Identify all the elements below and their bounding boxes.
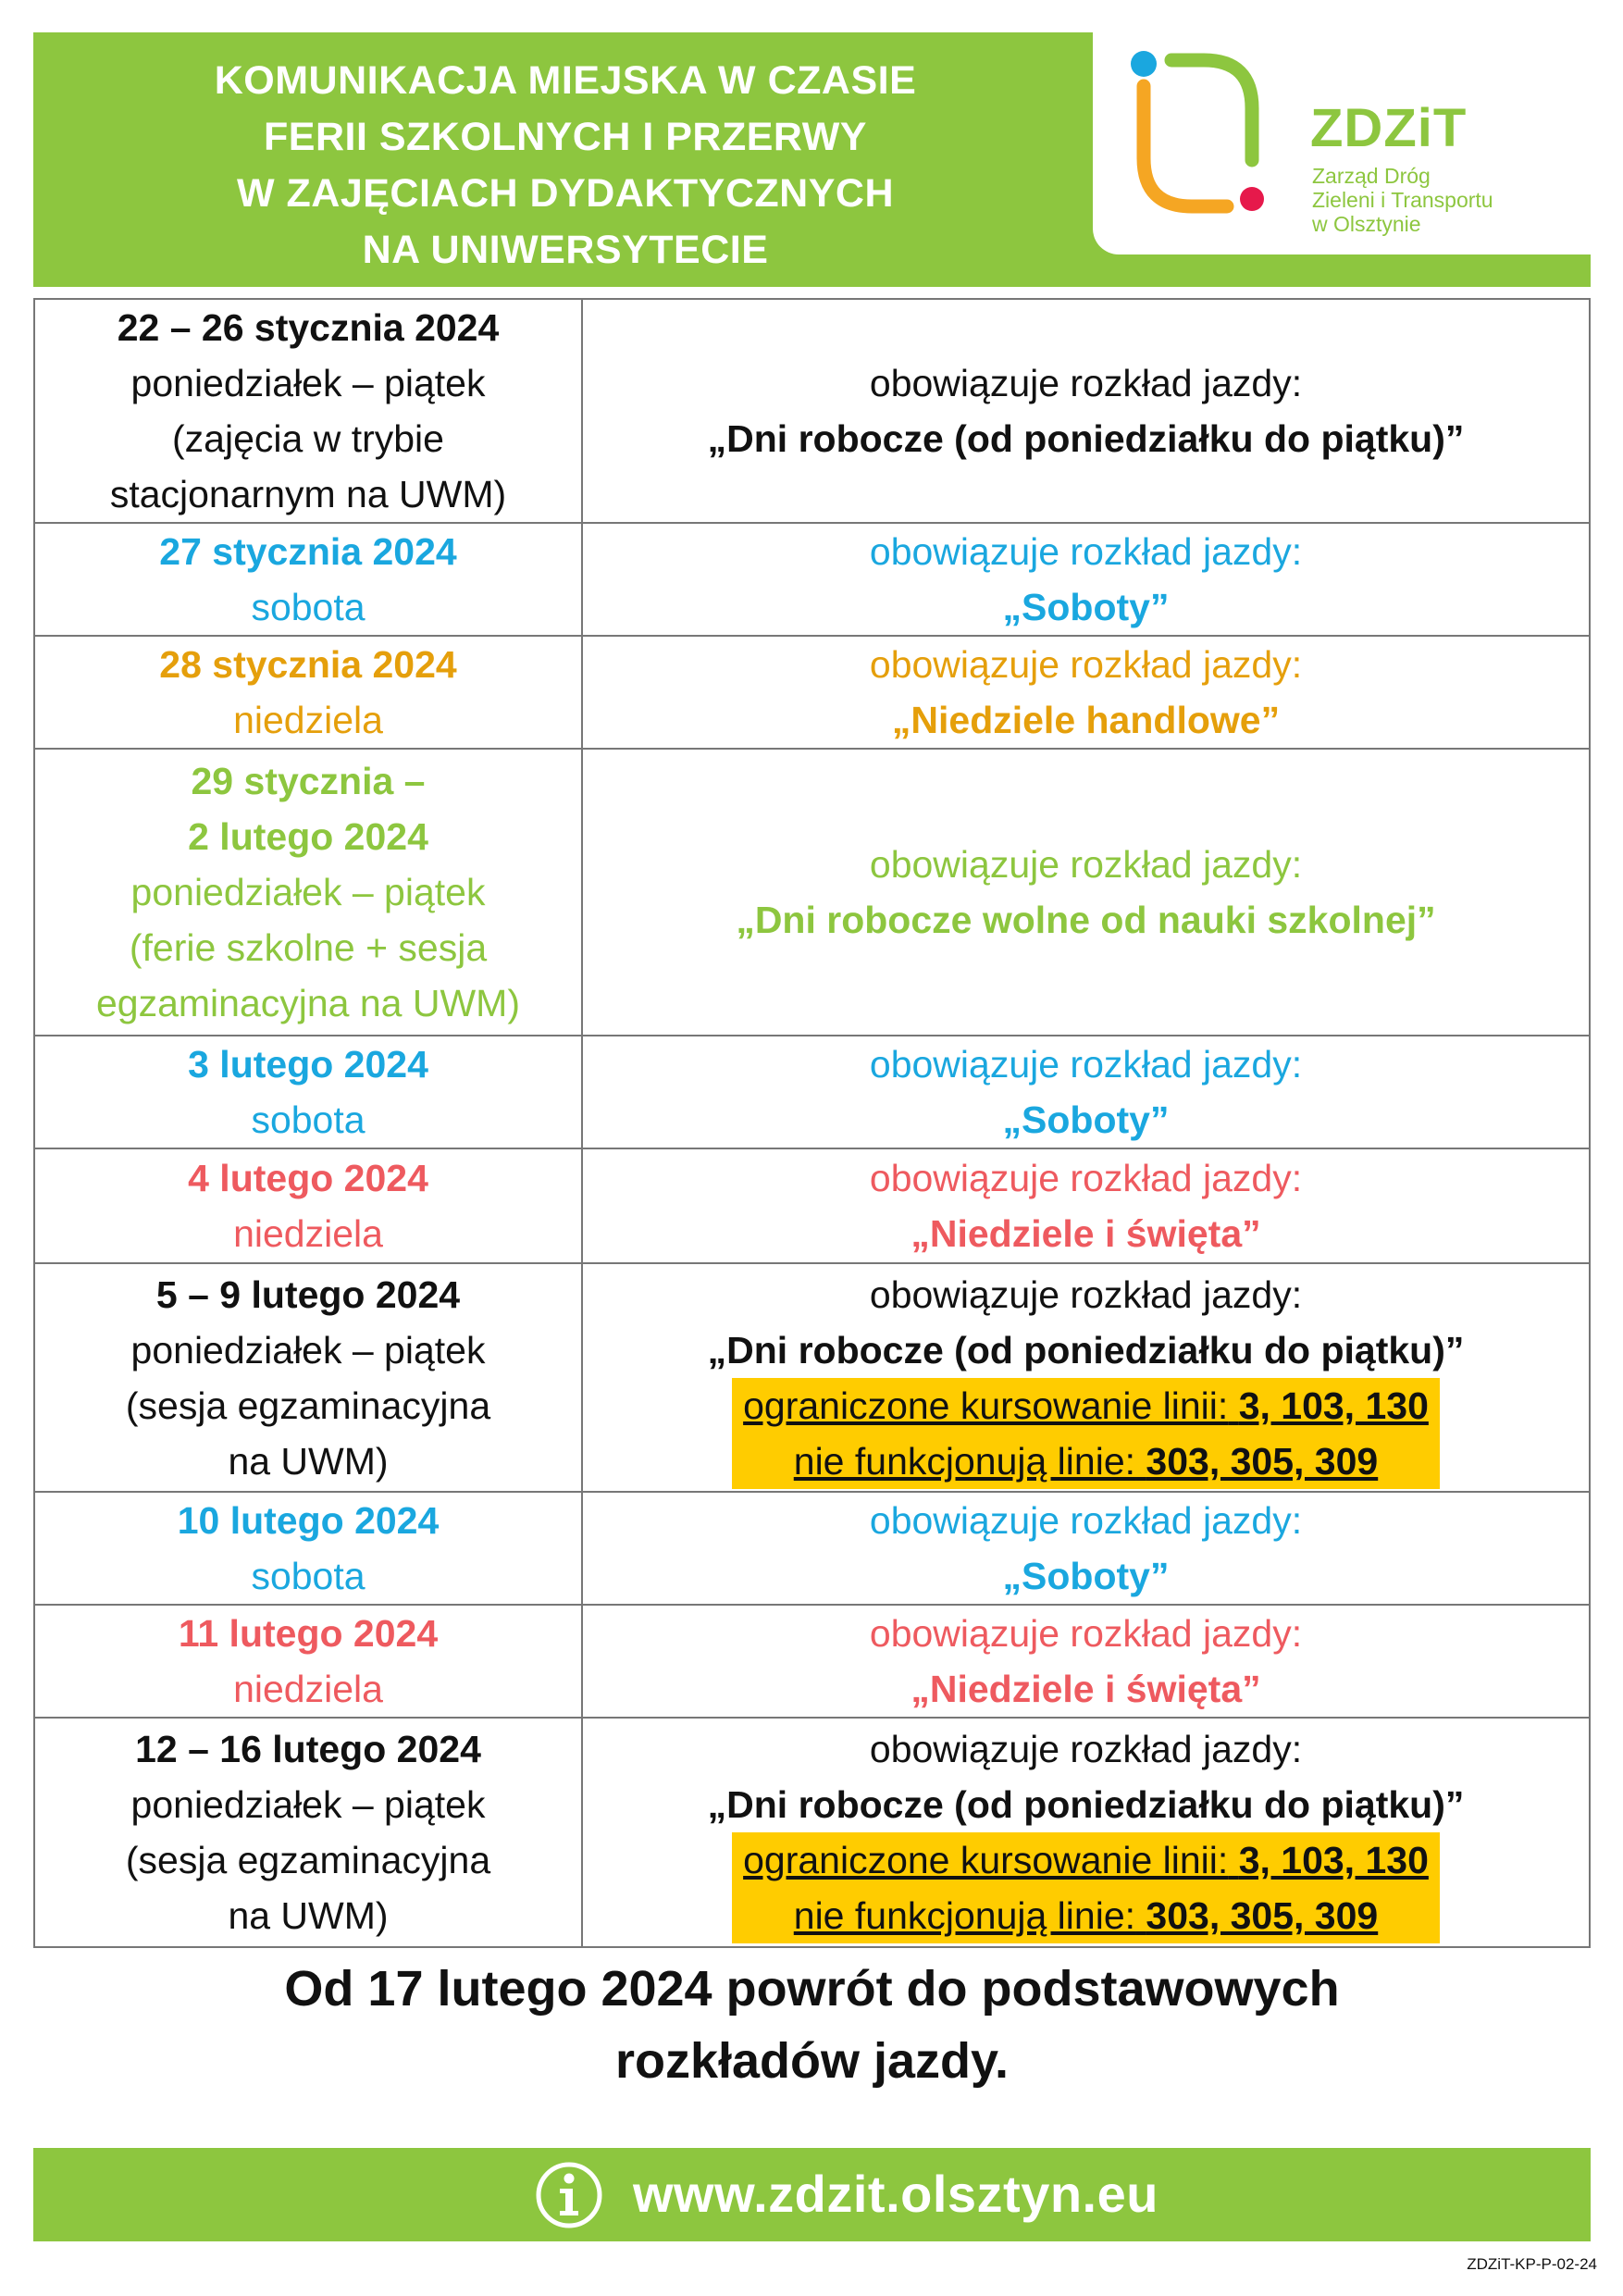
schedule-intro: obowiązuje rozkład jazdy: xyxy=(869,843,1303,886)
schedule-intro: obowiązuje rozkład jazdy: xyxy=(869,643,1303,686)
table-row xyxy=(34,299,1590,523)
table-row xyxy=(34,636,1590,749)
logo-name: ZDZiT xyxy=(1310,98,1468,158)
table-row xyxy=(34,1492,1590,1605)
schedule-cell xyxy=(582,749,1590,1036)
day-name: niedziela xyxy=(233,699,383,741)
limited-lines: 3, 103, 130 xyxy=(1238,1384,1429,1427)
website-link[interactable]: www.zdzit.olsztyn.eu xyxy=(633,2165,1158,2223)
table-row xyxy=(34,1718,1590,1947)
schedule-intro: obowiązuje rozkład jazdy: xyxy=(869,1612,1303,1655)
final-note xyxy=(33,1953,1591,2097)
logo-subtitle-line: Zarząd Dróg xyxy=(1312,164,1431,188)
day-range: poniedziałek – piątek xyxy=(130,1328,486,1371)
schedule-intro: obowiązuje rozkład jazdy: xyxy=(869,1043,1303,1086)
schedule-intro: obowiązuje rozkład jazdy: xyxy=(869,1157,1303,1199)
suspended-lines-note xyxy=(743,1433,1429,1489)
suspended-lines: 303, 305, 309 xyxy=(1146,1439,1379,1483)
day-name: niedziela xyxy=(233,1668,383,1710)
date-cell xyxy=(34,523,582,636)
date-cell xyxy=(34,299,582,523)
zdzit-logo-mark-icon xyxy=(1116,40,1273,225)
date-cell xyxy=(34,1263,582,1492)
logo-subtitle-line: Zieleni i Transportu xyxy=(1312,188,1493,212)
suspended-lines-note xyxy=(743,1888,1429,1943)
day-range: poniedziałek – piątek xyxy=(130,871,486,913)
date-cell xyxy=(34,1605,582,1718)
schedule-name: „Soboty” xyxy=(1002,586,1170,628)
schedule-cell xyxy=(582,1492,1590,1605)
table-row xyxy=(34,1148,1590,1263)
day-range: poniedziałek – piątek xyxy=(130,362,486,404)
title-line: NA UNIWERSYTECIE xyxy=(362,228,769,272)
table-row xyxy=(34,1263,1590,1492)
final-note-line: Od 17 lutego 2024 powrót do podstawowych xyxy=(284,1961,1340,2017)
table-row xyxy=(34,1036,1590,1148)
date-cell xyxy=(34,749,582,1036)
limited-lines-note xyxy=(743,1378,1429,1433)
schedule-name: „Dni robocze (od poniedziałku do piątku)” xyxy=(707,1328,1465,1371)
footer-banner xyxy=(33,2148,1591,2241)
schedule-cell xyxy=(582,299,1590,523)
schedule-cell xyxy=(582,1148,1590,1263)
title-line: FERII SZKOLNYCH I PRZERWY xyxy=(264,115,867,159)
date-range: 12 – 16 lutego 2024 xyxy=(135,1728,481,1770)
date-range: 4 lutego 2024 xyxy=(188,1157,428,1199)
limited-label: ograniczone kursowanie linii: xyxy=(743,1839,1229,1881)
table-row xyxy=(34,1605,1590,1718)
header-banner xyxy=(33,32,1591,287)
document-code: ZDZiT-KP-P-02-24 xyxy=(1467,2255,1597,2273)
date-range: 22 – 26 stycznia 2024 xyxy=(117,306,500,349)
schedule-cell xyxy=(582,636,1590,749)
schedule-name: „Niedziele i święta” xyxy=(911,1212,1261,1255)
date-note: egzaminacyjna na UWM) xyxy=(96,982,520,1024)
title-line: KOMUNIKACJA MIEJSKA W CZASIE xyxy=(214,58,917,103)
limited-lines-note xyxy=(743,1832,1429,1888)
date-range: 3 lutego 2024 xyxy=(188,1043,428,1086)
date-range: 29 stycznia – xyxy=(191,760,426,802)
day-range: poniedziałek – piątek xyxy=(130,1783,486,1826)
date-note: (zajęcia w trybie xyxy=(172,417,444,460)
date-note: (sesja egzaminacyjna xyxy=(125,1839,491,1881)
day-name: niedziela xyxy=(233,1212,383,1255)
line-changes-highlight xyxy=(732,1832,1440,1943)
schedule-table xyxy=(33,298,1591,1948)
schedule-intro: obowiązuje rozkład jazdy: xyxy=(869,1728,1303,1770)
schedule-name: „Soboty” xyxy=(1002,1098,1170,1141)
zdzit-logo xyxy=(1093,32,1591,254)
info-icon xyxy=(535,2161,603,2229)
schedule-intro: obowiązuje rozkład jazdy: xyxy=(869,530,1303,573)
date-note: (ferie szkolne + sesja xyxy=(129,926,488,969)
schedule-name: „Soboty” xyxy=(1002,1555,1170,1597)
date-note: na UWM) xyxy=(228,1439,389,1483)
date-note: na UWM) xyxy=(228,1894,389,1937)
date-cell xyxy=(34,1148,582,1263)
logo-subtitle xyxy=(1312,164,1493,236)
title-line: W ZAJĘCIACH DYDAKTYCZNYCH xyxy=(236,171,895,216)
schedule-cell xyxy=(582,1263,1590,1492)
limited-label: ograniczone kursowanie linii: xyxy=(743,1384,1229,1427)
final-note-line: rozkładów jazdy. xyxy=(614,2033,1010,2089)
schedule-cell xyxy=(582,1605,1590,1718)
schedule-intro: obowiązuje rozkład jazdy: xyxy=(869,1272,1303,1316)
date-cell xyxy=(34,1492,582,1605)
page-title xyxy=(33,53,1097,279)
date-cell xyxy=(34,636,582,749)
schedule-name: „Niedziele i święta” xyxy=(911,1668,1261,1710)
schedule-name: „Dni robocze (od poniedziałku do piątku)” xyxy=(707,417,1465,460)
schedule-name: „Niedziele handlowe” xyxy=(891,699,1281,741)
limited-lines: 3, 103, 130 xyxy=(1238,1839,1429,1881)
schedule-intro: obowiązuje rozkład jazdy: xyxy=(869,362,1303,404)
date-note: (sesja egzaminacyjna xyxy=(125,1384,491,1427)
date-range: 11 lutego 2024 xyxy=(178,1612,439,1655)
date-range: 28 stycznia 2024 xyxy=(159,643,457,686)
date-range: 2 lutego 2024 xyxy=(188,815,428,858)
schedule-cell xyxy=(582,1036,1590,1148)
logo-subtitle-line: w Olsztynie xyxy=(1312,212,1421,236)
date-range: 27 stycznia 2024 xyxy=(159,530,457,573)
schedule-cell xyxy=(582,1718,1590,1947)
suspended-label: nie funkcjonują linie: xyxy=(793,1439,1136,1483)
date-note: stacjonarnym na UWM) xyxy=(109,473,507,515)
line-changes-highlight xyxy=(732,1378,1440,1489)
table-row xyxy=(34,523,1590,636)
schedule-intro: obowiązuje rozkład jazdy: xyxy=(869,1499,1303,1542)
schedule-name: „Dni robocze (od poniedziałku do piątku)” xyxy=(707,1783,1465,1826)
schedule-cell xyxy=(582,523,1590,636)
day-name: sobota xyxy=(251,1098,365,1141)
date-cell xyxy=(34,1718,582,1947)
day-name: sobota xyxy=(251,586,365,628)
suspended-label: nie funkcjonują linie: xyxy=(793,1894,1136,1937)
suspended-lines: 303, 305, 309 xyxy=(1146,1894,1379,1937)
table-row xyxy=(34,749,1590,1036)
schedule-name: „Dni robocze wolne od nauki szkolnej” xyxy=(736,899,1436,941)
date-range: 5 – 9 lutego 2024 xyxy=(155,1272,461,1316)
day-name: sobota xyxy=(251,1555,365,1597)
date-range: 10 lutego 2024 xyxy=(177,1499,440,1542)
date-cell xyxy=(34,1036,582,1148)
